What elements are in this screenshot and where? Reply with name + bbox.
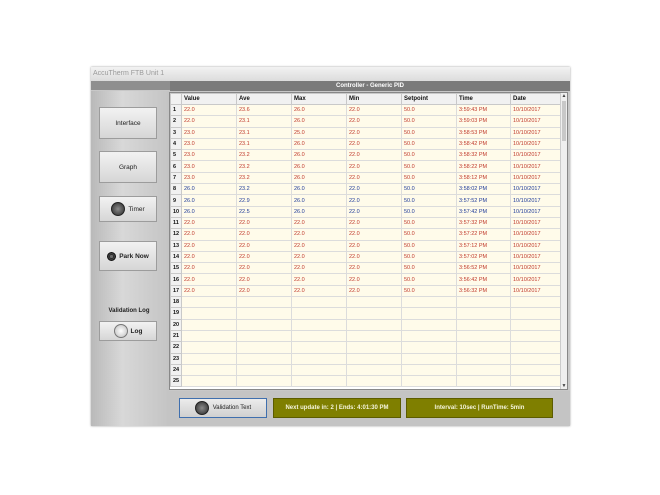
table-cell [237, 353, 292, 364]
table-cell [182, 353, 237, 364]
table-cell: 50.0 [402, 116, 457, 127]
table-cell: 3:58:12 PM [457, 172, 511, 183]
table-cell: 10/10/2017 [511, 263, 564, 274]
clock-icon [195, 401, 209, 415]
table-row[interactable] [171, 297, 564, 308]
park-now-button-label: Park Now [119, 252, 149, 260]
table-cell: 26.0 [292, 116, 347, 127]
table-cell [402, 376, 457, 387]
table-cell: 26.0 [292, 150, 347, 161]
table-cell: 23.0 [182, 172, 237, 183]
table-cell: 22.0 [292, 217, 347, 228]
table-cell: 50.0 [402, 127, 457, 138]
table-cell [292, 330, 347, 341]
table-cell [182, 364, 237, 375]
table-row[interactable] [171, 376, 564, 387]
table-cell [511, 342, 564, 353]
table-cell: 22.0 [347, 263, 402, 274]
table-cell [457, 330, 511, 341]
table-cell: 50.0 [402, 105, 457, 116]
table-cell: 50.0 [402, 229, 457, 240]
table-cell [457, 364, 511, 375]
table-cell: 26.0 [292, 206, 347, 217]
table-cell: 26.0 [182, 195, 237, 206]
table-cell [402, 342, 457, 353]
table-cell: 22.0 [347, 116, 402, 127]
table-cell: 10/10/2017 [511, 105, 564, 116]
table-cell: 3:56:42 PM [457, 274, 511, 285]
table-cell: 23.0 [182, 138, 237, 149]
vertical-scrollbar[interactable] [560, 93, 567, 389]
data-table [170, 93, 564, 387]
table-cell [182, 297, 237, 308]
table-cell: 22.0 [347, 217, 402, 228]
scroll-thumb[interactable] [562, 101, 566, 141]
table-cell [182, 330, 237, 341]
row-number: 15 [171, 263, 182, 274]
table-cell [292, 342, 347, 353]
table-cell [511, 376, 564, 387]
table-cell: 22.0 [292, 274, 347, 285]
bottom-bar [169, 391, 570, 426]
table-row[interactable] [171, 330, 564, 341]
table-row[interactable] [171, 364, 564, 375]
table-cell: 3:57:22 PM [457, 229, 511, 240]
table-cell [347, 297, 402, 308]
table-cell [347, 364, 402, 375]
table-cell: 50.0 [402, 263, 457, 274]
table-cell [347, 376, 402, 387]
table-cell [237, 364, 292, 375]
table-cell: 3:58:32 PM [457, 150, 511, 161]
table-cell: 23.2 [237, 150, 292, 161]
table-cell: 26.0 [292, 195, 347, 206]
table-cell: 23.6 [237, 105, 292, 116]
table-cell: 3:57:02 PM [457, 251, 511, 262]
table-cell: 26.0 [292, 172, 347, 183]
row-number: 6 [171, 161, 182, 172]
table-cell: 22.0 [347, 172, 402, 183]
table-cell: 50.0 [402, 184, 457, 195]
table-cell: 23.0 [182, 161, 237, 172]
table-cell: 50.0 [402, 274, 457, 285]
table-cell [237, 308, 292, 319]
row-number: 25 [171, 376, 182, 387]
next-update-text: Next update in: 2 | Ends: 4:01:30 PM [285, 405, 389, 411]
row-number: 20 [171, 319, 182, 330]
row-number: 11 [171, 217, 182, 228]
table-cell: 10/10/2017 [511, 138, 564, 149]
steering-wheel-icon [107, 252, 116, 261]
table-cell [511, 353, 564, 364]
table-cell: 22.0 [347, 138, 402, 149]
table-cell: 50.0 [402, 138, 457, 149]
table-cell: 22.0 [182, 217, 237, 228]
table-cell: 22.0 [347, 251, 402, 262]
table-cell: 26.0 [292, 184, 347, 195]
table-cell [347, 308, 402, 319]
table-cell: 10/10/2017 [511, 127, 564, 138]
table-cell [347, 342, 402, 353]
table-cell: 50.0 [402, 172, 457, 183]
row-number: 17 [171, 285, 182, 296]
table-cell: 3:57:42 PM [457, 206, 511, 217]
table-cell: 22.0 [237, 240, 292, 251]
table-row[interactable] [171, 251, 564, 262]
table-cell: 22.5 [237, 206, 292, 217]
data-grid[interactable] [169, 92, 568, 390]
table-cell: 3:56:32 PM [457, 285, 511, 296]
table-cell: 22.0 [347, 184, 402, 195]
table-row[interactable] [171, 274, 564, 285]
row-number: 18 [171, 297, 182, 308]
table-cell: 3:58:42 PM [457, 138, 511, 149]
table-cell: 10/10/2017 [511, 161, 564, 172]
table-header [171, 94, 564, 105]
table-row[interactable] [171, 161, 564, 172]
table-cell: 50.0 [402, 206, 457, 217]
table-cell: 22.0 [347, 240, 402, 251]
table-cell [402, 330, 457, 341]
log-button-label: Log [130, 327, 143, 335]
app-window [91, 67, 570, 426]
table-cell: 22.0 [292, 240, 347, 251]
column-header[interactable]: Date [511, 94, 564, 105]
park-now-button[interactable] [99, 241, 157, 271]
table-cell: 22.0 [292, 263, 347, 274]
row-number: 24 [171, 364, 182, 375]
column-header[interactable]: Time [457, 94, 511, 105]
interface-button-label: Interface [115, 119, 141, 127]
table-cell [182, 342, 237, 353]
table-cell [292, 364, 347, 375]
table-cell [402, 308, 457, 319]
table-cell: 10/10/2017 [511, 150, 564, 161]
table-row[interactable] [171, 138, 564, 149]
table-cell: 22.0 [347, 206, 402, 217]
next-update-panel [273, 398, 401, 418]
table-body [171, 105, 564, 387]
row-number: 9 [171, 195, 182, 206]
table-cell: 3:57:52 PM [457, 195, 511, 206]
table-row[interactable] [171, 308, 564, 319]
row-number: 16 [171, 274, 182, 285]
table-cell: 22.0 [237, 274, 292, 285]
table-row[interactable] [171, 240, 564, 251]
table-cell: 23.1 [237, 116, 292, 127]
row-number: 13 [171, 240, 182, 251]
table-cell: 22.0 [182, 251, 237, 262]
table-cell [457, 297, 511, 308]
table-cell [457, 319, 511, 330]
table-row[interactable] [171, 319, 564, 330]
interval-text: Interval: 10sec | RunTime: 5min [434, 405, 525, 411]
timer-button-label: Timer [128, 205, 145, 213]
row-number: 23 [171, 353, 182, 364]
table-cell: 22.0 [347, 285, 402, 296]
table-row[interactable] [171, 206, 564, 217]
table-cell [511, 297, 564, 308]
left-panel [91, 91, 169, 426]
gauge-icon [114, 324, 128, 338]
timer-button[interactable] [99, 196, 157, 222]
row-number: 4 [171, 138, 182, 149]
table-cell: 26.0 [182, 206, 237, 217]
row-number: 1 [171, 105, 182, 116]
table-cell: 22.0 [182, 285, 237, 296]
row-number: 5 [171, 150, 182, 161]
table-cell: 10/10/2017 [511, 229, 564, 240]
table-row[interactable] [171, 285, 564, 296]
table-cell [511, 308, 564, 319]
table-cell [347, 353, 402, 364]
row-number: 14 [171, 251, 182, 262]
table-cell: 26.0 [182, 184, 237, 195]
table-cell [511, 319, 564, 330]
table-cell: 50.0 [402, 161, 457, 172]
title-bar [91, 67, 570, 81]
table-cell: 50.0 [402, 195, 457, 206]
table-row[interactable] [171, 116, 564, 127]
table-cell: 3:56:52 PM [457, 263, 511, 274]
table-cell: 10/10/2017 [511, 116, 564, 127]
table-cell [237, 330, 292, 341]
table-cell [402, 353, 457, 364]
table-cell [347, 319, 402, 330]
table-cell: 22.0 [347, 161, 402, 172]
table-cell: 22.0 [347, 150, 402, 161]
table-row[interactable] [171, 127, 564, 138]
table-cell: 22.0 [182, 105, 237, 116]
table-cell: 3:58:02 PM [457, 184, 511, 195]
row-number: 12 [171, 229, 182, 240]
table-cell: 23.2 [237, 161, 292, 172]
table-row[interactable] [171, 150, 564, 161]
row-number: 21 [171, 330, 182, 341]
interval-panel [406, 398, 553, 418]
table-cell [237, 297, 292, 308]
table-cell: 22.0 [292, 251, 347, 262]
table-cell [292, 308, 347, 319]
row-number: 7 [171, 172, 182, 183]
scroll-up-icon[interactable]: ▲ [561, 93, 567, 99]
table-cell: 50.0 [402, 285, 457, 296]
table-cell [347, 330, 402, 341]
table-row[interactable] [171, 342, 564, 353]
table-cell [182, 376, 237, 387]
graph-button-label: Graph [118, 163, 138, 171]
table-cell: 10/10/2017 [511, 195, 564, 206]
table-cell: 10/10/2017 [511, 172, 564, 183]
table-cell [292, 376, 347, 387]
table-cell: 23.1 [237, 138, 292, 149]
table-cell [237, 342, 292, 353]
table-cell: 22.9 [237, 195, 292, 206]
table-cell: 23.0 [182, 127, 237, 138]
table-cell: 22.0 [182, 229, 237, 240]
table-cell: 10/10/2017 [511, 240, 564, 251]
table-cell [457, 342, 511, 353]
table-cell [457, 376, 511, 387]
table-row[interactable] [171, 217, 564, 228]
table-cell [511, 330, 564, 341]
column-header[interactable]: Min [347, 94, 402, 105]
table-cell [182, 319, 237, 330]
column-header[interactable]: Value [182, 94, 237, 105]
table-cell: 22.0 [182, 116, 237, 127]
clock-icon [111, 202, 125, 216]
table-cell: 22.0 [347, 274, 402, 285]
row-number: 8 [171, 184, 182, 195]
table-cell: 10/10/2017 [511, 285, 564, 296]
table-cell: 3:59:43 PM [457, 105, 511, 116]
table-cell [457, 308, 511, 319]
row-number: 3 [171, 127, 182, 138]
table-cell: 26.0 [292, 161, 347, 172]
table-cell: 22.0 [347, 195, 402, 206]
validation-log-heading: Validation Log [108, 308, 150, 314]
table-cell: 22.0 [182, 263, 237, 274]
table-cell [402, 297, 457, 308]
table-cell: 10/10/2017 [511, 217, 564, 228]
row-number: 10 [171, 206, 182, 217]
table-cell [402, 319, 457, 330]
table-cell: 3:59:03 PM [457, 116, 511, 127]
table-cell: 10/10/2017 [511, 251, 564, 262]
interface-button[interactable] [99, 107, 157, 139]
row-number: 22 [171, 342, 182, 353]
log-button[interactable] [99, 321, 157, 341]
table-cell: 3:58:22 PM [457, 161, 511, 172]
table-row[interactable] [171, 263, 564, 274]
table-row[interactable] [171, 229, 564, 240]
table-cell [182, 308, 237, 319]
scroll-down-icon[interactable]: ▼ [561, 383, 567, 389]
table-cell: 22.0 [292, 285, 347, 296]
table-cell: 26.0 [292, 138, 347, 149]
table-cell: 22.0 [237, 229, 292, 240]
table-cell: 23.0 [182, 150, 237, 161]
window-title: AccuTherm FTB Unit 1 [93, 70, 165, 77]
table-cell [511, 364, 564, 375]
table-cell [402, 364, 457, 375]
table-cell: 22.0 [347, 127, 402, 138]
table-cell: 3:57:32 PM [457, 217, 511, 228]
table-cell: 22.0 [237, 251, 292, 262]
table-cell: 3:57:12 PM [457, 240, 511, 251]
table-cell: 10/10/2017 [511, 184, 564, 195]
table-row[interactable] [171, 184, 564, 195]
column-header[interactable] [171, 94, 182, 105]
table-cell: 23.2 [237, 172, 292, 183]
column-header[interactable]: Max [292, 94, 347, 105]
table-cell: 22.0 [347, 105, 402, 116]
graph-button[interactable] [99, 151, 157, 183]
table-cell: 22.0 [182, 240, 237, 251]
validation-text-label: Validation Text [212, 405, 252, 411]
row-number: 2 [171, 116, 182, 127]
table-cell: 22.0 [182, 274, 237, 285]
column-header[interactable]: Setpoint [402, 94, 457, 105]
table-cell: 50.0 [402, 150, 457, 161]
table-cell [292, 353, 347, 364]
table-row[interactable] [171, 172, 564, 183]
table-cell: 23.1 [237, 127, 292, 138]
table-cell: 10/10/2017 [511, 274, 564, 285]
table-row[interactable] [171, 353, 564, 364]
table-cell [292, 319, 347, 330]
table-cell [292, 297, 347, 308]
table-cell: 22.0 [292, 229, 347, 240]
column-header[interactable]: Ave [237, 94, 292, 105]
table-cell: 50.0 [402, 217, 457, 228]
table-cell: 22.0 [347, 229, 402, 240]
table-cell: 26.0 [292, 105, 347, 116]
table-cell: 22.0 [237, 217, 292, 228]
table-cell: 25.0 [292, 127, 347, 138]
table-cell: 22.0 [237, 285, 292, 296]
table-cell: 22.0 [237, 263, 292, 274]
controller-title: Controller - Generic PID [170, 81, 570, 91]
validation-text-button[interactable] [179, 398, 267, 418]
table-row[interactable] [171, 105, 564, 116]
table-row[interactable] [171, 195, 564, 206]
table-cell: 50.0 [402, 251, 457, 262]
row-number: 19 [171, 308, 182, 319]
table-cell [237, 376, 292, 387]
table-cell: 10/10/2017 [511, 206, 564, 217]
table-cell [457, 353, 511, 364]
table-cell: 23.2 [237, 184, 292, 195]
table-cell: 50.0 [402, 240, 457, 251]
table-cell: 3:58:53 PM [457, 127, 511, 138]
table-cell [237, 319, 292, 330]
